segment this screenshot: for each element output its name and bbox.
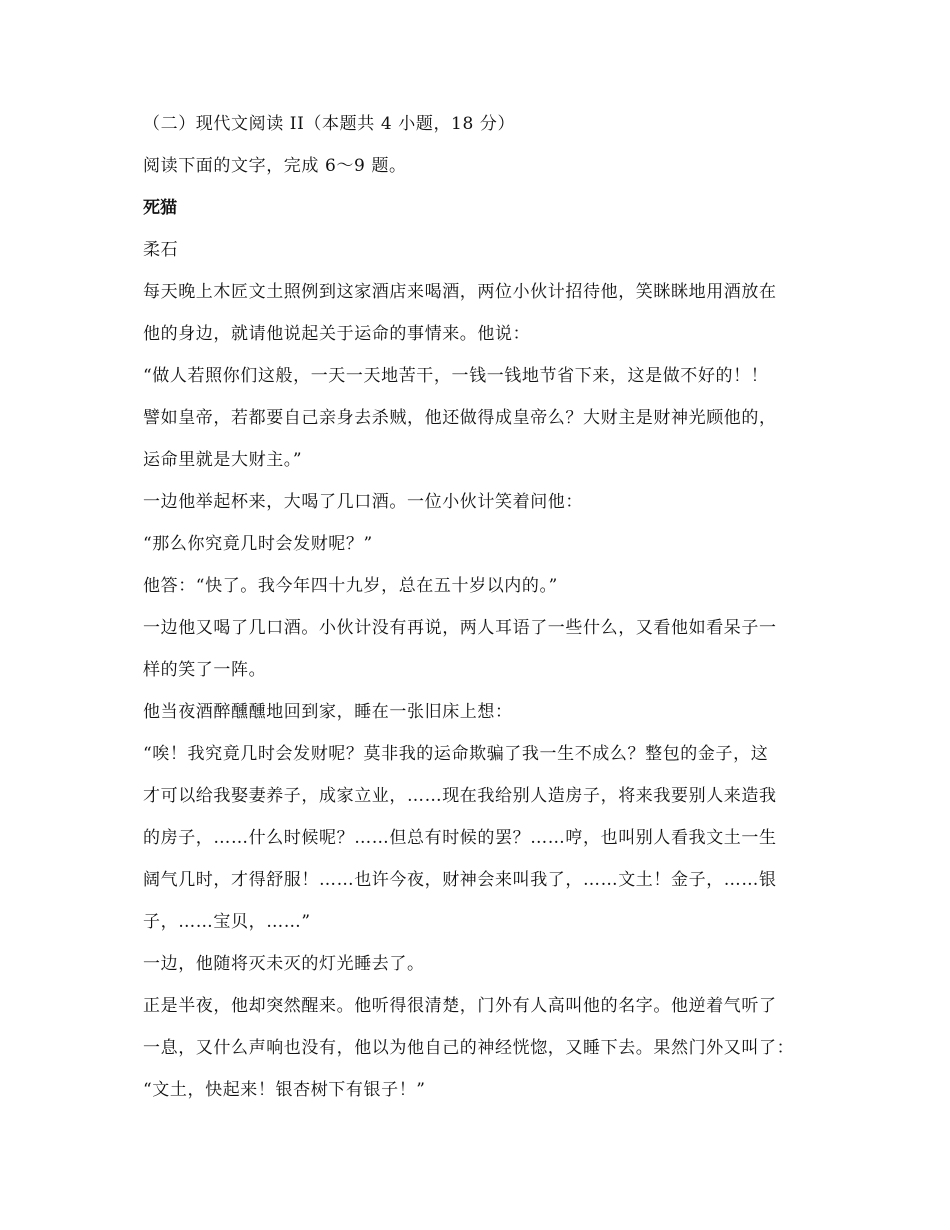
story-paragraph	[143, 740, 833, 936]
paragraph-line: “文土，快起来！银杏树下有银子！”	[143, 1080, 426, 1100]
story-paragraph	[143, 530, 833, 558]
paragraph-line: 一息，又什么声响也没有，他以为他自己的神经恍惚，又睡下去。果然门外又叫了：	[143, 1038, 795, 1058]
instruction-text: 阅读下面的文字，完成 6～9 题。	[143, 156, 407, 176]
story-paragraph	[143, 362, 833, 474]
paragraph-line: 的房子，……什么时候呢？……但总有时候的罢？……哼，也叫别人看我文土一生	[143, 828, 777, 848]
paragraph-line: 一边他又喝了几口酒。小伙计没有再说，两人耳语了一些什么，又看他如看呆子一	[143, 618, 777, 638]
paragraph-line: “做人若照你们这般，一天一天地苦干，一钱一钱地节省下来，这是做不好的！！	[143, 366, 769, 386]
section-heading: （二）现代文阅读 II（本题共 4 小题，18 分）	[143, 114, 516, 134]
paragraph-line: 一边，他随将灭未灭的灯光睡去了。	[143, 954, 425, 974]
paragraph-line: 运命里就是大财主。”	[143, 450, 303, 470]
story-paragraph	[143, 572, 833, 600]
author-name: 柔石	[143, 240, 179, 260]
paragraph-line: 才可以给我娶妻养子，成家立业，……现在我给别人造房子，将来我要别人来造我	[143, 786, 777, 806]
story-paragraph	[143, 614, 833, 684]
paragraph-line: 每天晚上木匠文土照例到这家酒店来喝酒，两位小伙计招待他，笑眯眯地用酒放在	[143, 282, 777, 302]
paragraph-line: 样的笑了一阵。	[143, 660, 267, 680]
story-paragraph	[143, 698, 833, 726]
story-body	[143, 278, 833, 1104]
story-paragraph	[143, 278, 833, 348]
paragraph-line: 阔气几时，才得舒服！……也许今夜，财神会来叫我了，……文土！金子，……银	[143, 870, 777, 890]
paragraph-line: “那么你究竟几时会发财呢？”	[143, 534, 373, 554]
paragraph-line: “唉！我究竟几时会发财呢？莫非我的运命欺骗了我一生不成么？整包的金子，这	[143, 744, 769, 764]
paragraph-line: 子，……宝贝，……”	[143, 912, 311, 932]
paragraph-line: 譬如皇帝，若都要自己亲身去杀贼，他还做得成皇帝么？大财主是财神光顾他的，	[143, 408, 777, 428]
paragraph-line: 一边他举起杯来，大喝了几口酒。一位小伙计笑着问他：	[143, 492, 583, 512]
document-page	[143, 110, 833, 1104]
story-paragraph	[143, 992, 833, 1104]
paragraph-line: 他的身边，就请他说起关于运命的事情来。他说：	[143, 324, 531, 344]
paragraph-line: 正是半夜，他却突然醒来。他听得很清楚，门外有人高叫他的名字。他逆着气听了	[143, 996, 777, 1016]
story-paragraph	[143, 950, 833, 978]
story-title: 死猫	[143, 198, 177, 218]
paragraph-line: 他答：“快了。我今年四十九岁，总在五十岁以内的。”	[143, 576, 558, 596]
paragraph-line: 他当夜酒醉醺醺地回到家，睡在一张旧床上想：	[143, 702, 513, 722]
story-paragraph	[143, 488, 833, 516]
